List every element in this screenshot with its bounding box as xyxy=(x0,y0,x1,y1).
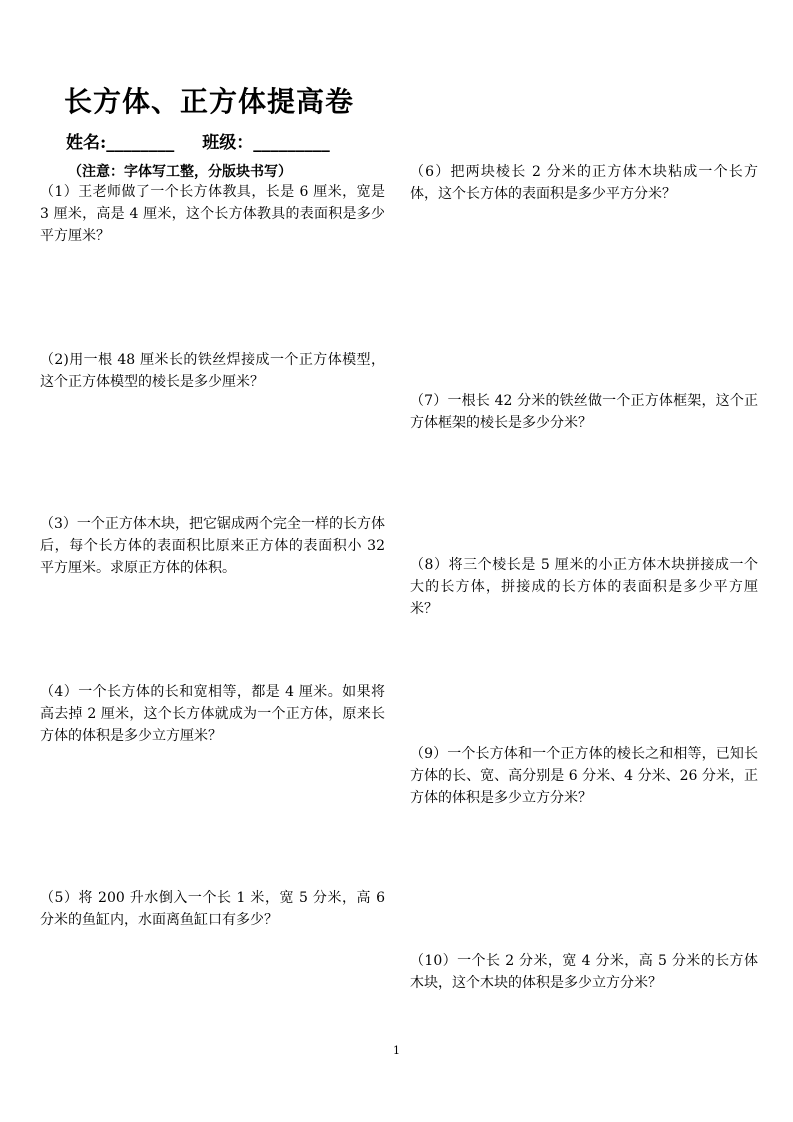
instructions-note: （注意：字体写工整，分版块书写） xyxy=(68,164,292,180)
question-10: （10）一个长 2 分米，宽 4 分米，高 5 分米的长方体木块，这个木块的体积是多少立方分米？ xyxy=(410,953,758,991)
page-number: 1 xyxy=(393,1044,400,1057)
question-2: （2)用一根 48 厘米长的铁丝焊接成一个正方体模型，这个正方体模型的棱长是多少厘米？ xyxy=(40,352,385,390)
name-field-label: 姓名:________ xyxy=(66,133,175,153)
page-title: 长方体、正方体提高卷 xyxy=(64,85,355,118)
question-1: （1）王老师做了一个长方体教具，长是 6 厘米，宽是 3 厘米，高是 4 厘米，这个长方体教具的表面积是多少平方厘米？ xyxy=(40,184,385,244)
question-7: （7）一根长 42 分米的铁丝做一个正方体框架，这个正方体框架的棱长是多少分米？ xyxy=(410,393,758,431)
question-6: （6）把两块棱长 2 分米的正方体木块粘成一个长方体，这个长方体的表面积是多少平方分米？ xyxy=(410,164,758,202)
question-5: （5）将 200 升水倒入一个长 1 米，宽 5 分米，高 6 分米的鱼缸内，水面离鱼缸口有多少？ xyxy=(40,890,385,928)
question-4: （4）一个长方体的长和宽相等，都是 4 厘米。如果将高去掉 2 厘米，这个长方体就成为一个正方体，原来长方体的体积是多少立方厘米？ xyxy=(40,684,385,744)
question-9: （9）一个长方体和一个正方体的棱长之和相等，已知长方体的长、宽、高分别是 6 分米、4 分米、26 分米，正方体的体积是多少立方分米？ xyxy=(410,746,758,806)
student-info xyxy=(66,128,330,153)
question-8: （8）将三个棱长是 5 厘米的小正方体木块拼接成一个大的长方体，拼接成的长方体的表面积是多少平方厘米？ xyxy=(410,557,758,617)
class-field-label: 班级：_________ xyxy=(202,133,330,153)
question-3: （3）一个正方体木块，把它锯成两个完全一样的长方体后，每个长方体的表面积比原来正方体的表面积小 32 平方厘米。求原正方体的体积。 xyxy=(40,516,385,576)
